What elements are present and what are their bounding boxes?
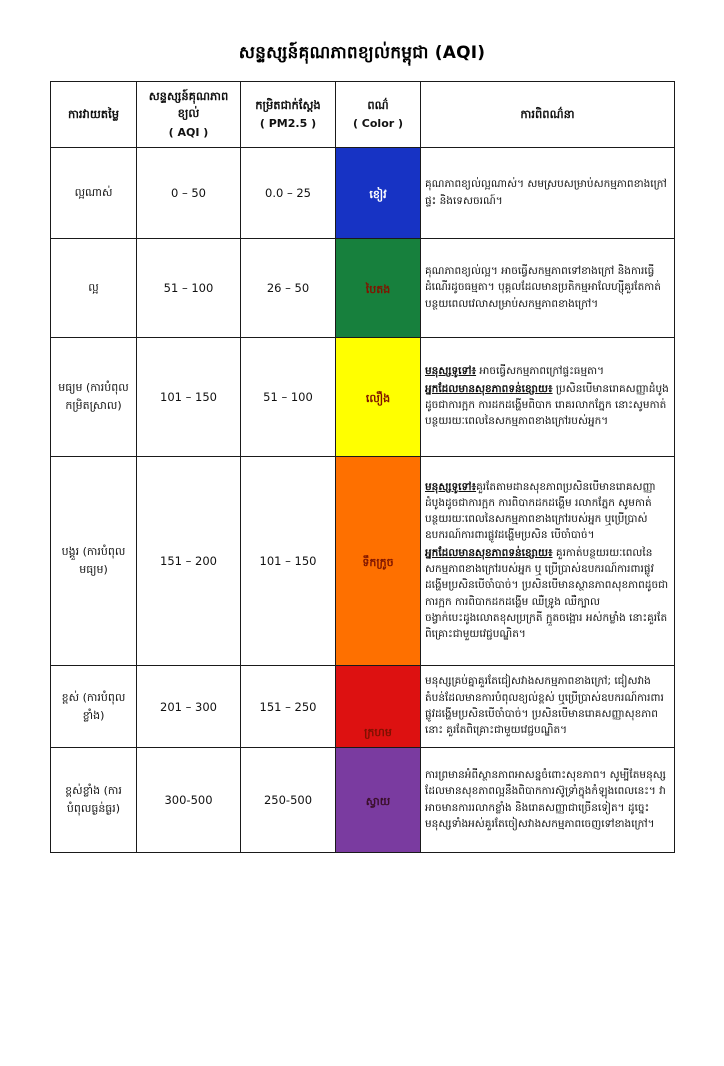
header-pm25-sub: ( PM2.5 )	[259, 116, 317, 130]
description-lead: មនុស្សទូទៅ៖	[425, 480, 477, 493]
table-row	[51, 666, 675, 748]
description-paragraph: អ្នកដែលមានសុខភាពទន់ខ្សោយ៖ ប្រសិនបើមានរោគសញ្ញាដំបូងដូចជាការក្អក ការដកដង្ហើមពិបាក រោគរលាកភ្នែក នោះសូមកាត់បន្ថយរយៈពេលនៃសកម្មភាពខាងក្រៅរបស់អ្នក។	[425, 382, 669, 428]
header-color	[336, 82, 421, 148]
aqi-range-cell: 201 – 300	[137, 666, 241, 748]
table-row	[51, 239, 675, 338]
pm25-range-cell: 151 – 250	[241, 666, 336, 748]
header-aqi-sub: ( AQI )	[168, 125, 209, 139]
header-pm25-label: កម្រិតជាក់ស្តែង	[255, 97, 321, 112]
header-color-sub: ( Color )	[352, 116, 404, 130]
header-row	[51, 82, 675, 148]
description-paragraph: មនុស្សទូទៅ៖គួរតែតាមដានសុខភាពប្រសិនបើមានរោគសញ្ញាដំបូងដូចជាការក្អក ការពិបាកដកដង្ហើម រលាកភ្នែក សូមកាត់បន្ថយរយៈពេលនៃសកម្មភាពខាងក្រៅរបស់អ្នក ឬប្រើប្រាស់ឧបករណ៍ការពារផ្លូវដង្ហើមប្រសិន បើចាំបាច់។	[425, 480, 656, 542]
description-lead: អ្នកដែលមានសុខភាពទន់ខ្សោយ៖	[425, 546, 553, 559]
pm25-range-cell: 101 – 150	[241, 457, 336, 666]
description-paragraph: គុណភាពខ្យល់ល្អ។ អាចធ្វើសកម្មភាពទៅខាងក្រៅ និងការធ្វើដំណើរដូចធម្មតា។ បុគ្គលដែលមានប្រតិកម្មអាលែហ្ស៊ីគួរតែកាត់បន្ថយពេលវេលាសម្រាប់សកម្មភាពខាងក្រៅ។	[425, 265, 661, 310]
description-paragraph: មនុស្សទូទៅ៖ អាចធ្វើសកម្មភាពក្រៅផ្ទះធម្មតា។	[425, 365, 605, 378]
color-name: ទឹកក្រូច	[362, 555, 394, 569]
header-pm25	[241, 82, 336, 148]
color-swatch-cell	[336, 239, 421, 338]
pm25-range-cell: 51 – 100	[241, 338, 336, 457]
description-cell	[421, 748, 675, 853]
color-swatch-cell	[336, 666, 421, 748]
description-cell	[421, 148, 675, 239]
table-row	[51, 457, 675, 666]
description-cell	[421, 457, 675, 666]
pm25-range-cell: 0.0 – 25	[241, 148, 336, 239]
header-aqi	[137, 82, 241, 148]
description-paragraph: មនុស្សគ្រប់គ្នាគួរតែជៀសវាងសកម្មភាពខាងក្រៅ; ជៀសវាងតំបន់ដែលមានការបំពុលខ្យល់ខ្ពស់ ឬប្រើប្រាស់ឧបករណ៍ការពារផ្លូវដង្ហើមប្រសិនបើចាំបាច់។ ប្រសិនបើមានរោគសញ្ញាសុខភាពនោះ គួរតែពិគ្រោះជាមួយវេជ្ជបណ្ឌិត។	[425, 675, 664, 737]
header-rating-label: ការវាយតម្លៃ	[67, 106, 120, 121]
description-paragraph: ការព្រមានអំពីស្ថានភាពអាសន្នចំពោះសុខភាព។ សូម្បីតែមនុស្សដែលមានសុខភាពល្អនឹងពិបាកការស៊ូទ្រាំក្នុងកំឡុងពេលនេះ។ វាអាចមានការរលាកខ្លាំង និងរោគសញ្ញាជាច្រើនទៀត។ ដូច្នេះមនុស្សទាំងអស់គួរតែចៀសវាងសកម្មភាពចេញទៅខាងក្រៅ។	[425, 768, 666, 830]
table-row	[51, 748, 675, 853]
rating-cell: បង្គួរ (ការបំពុលមធ្យម)	[51, 457, 137, 666]
description-cell	[421, 666, 675, 748]
aqi-range-cell: 101 – 150	[137, 338, 241, 457]
aqi-table-header	[51, 82, 675, 148]
rating-cell: មធ្យម (ការបំពុលកម្រិតស្រាល)	[51, 338, 137, 457]
description-cell	[421, 239, 675, 338]
aqi-range-cell: 51 – 100	[137, 239, 241, 338]
description-paragraph: អ្នកដែលមានសុខភាពទន់ខ្សោយ៖ គួរកាត់បន្ថយរយៈពេលនៃសកម្មភាពខាងក្រៅរបស់អ្នក ឬ ប្រើប្រាស់ឧបករណ៍ការពារផ្លូវដង្ហើមប្រសិនបើចាំបាច់។ ប្រសិនបើមានស្ថានភាពសុខភាពដូចជាការក្អក ការពិបាកដកដង្ហើម ឈឺទ្រូង ឈឺក្បាល ចង្វាក់បេះដូងលោតខុសប្រក្រតី ក្អួតចង្អោរ អស់កម្លាំង នោះគួរតែពិគ្រោះជាមួយវេជ្ជបណ្ឌិត។	[425, 546, 669, 641]
color-name: ស្វាយ	[365, 794, 391, 808]
header-color-label: ពណ៌	[367, 97, 389, 112]
color-name: លឿង	[365, 391, 391, 405]
header-description	[421, 82, 675, 148]
description-lead: អ្នកដែលមានសុខភាពទន់ខ្សោយ៖	[425, 382, 553, 395]
rating-cell: ខ្ពស់ (ការបំពុលខ្លាំង)	[51, 666, 137, 748]
aqi-range-cell: 0 – 50	[137, 148, 241, 239]
description-paragraph: គុណភាពខ្យល់ល្អណាស់។ សមស្របសម្រាប់សកម្មភាពខាងក្រៅផ្ទះ និងទេសចរណ៍។	[425, 178, 667, 207]
color-name: បៃតង	[365, 282, 391, 296]
rating-cell: ល្អណាស់	[51, 148, 137, 239]
description-cell	[421, 338, 675, 457]
aqi-table	[50, 81, 675, 853]
table-row	[51, 338, 675, 457]
color-name: ខៀវ	[369, 187, 387, 201]
aqi-range-cell: 151 – 200	[137, 457, 241, 666]
pm25-range-cell: 250-500	[241, 748, 336, 853]
header-description-label: ការពិពណ៌នា	[520, 106, 575, 121]
rating-cell: ល្អ	[51, 239, 137, 338]
header-rating	[51, 82, 137, 148]
table-row	[51, 148, 675, 239]
page-title: សន្ទស្សន៍គុណភាពខ្យល់កម្ពុជា (AQI)	[238, 43, 486, 63]
aqi-range-cell: 300-500	[137, 748, 241, 853]
header-aqi-label: សន្ទស្សន៍គុណភាពខ្យល់	[148, 89, 229, 121]
aqi-table-body	[51, 148, 675, 853]
color-swatch-cell	[336, 457, 421, 666]
pm25-range-cell: 26 – 50	[241, 239, 336, 338]
rating-cell: ខ្ពស់ខ្លាំង (ការបំពុលធ្ងន់ធ្ងរ)	[51, 748, 137, 853]
color-name: ក្រហម	[364, 726, 392, 739]
color-swatch-cell	[336, 338, 421, 457]
description-lead: មនុស្សទូទៅ៖	[425, 365, 477, 378]
color-swatch-cell	[336, 148, 421, 239]
color-swatch-cell	[336, 748, 421, 853]
